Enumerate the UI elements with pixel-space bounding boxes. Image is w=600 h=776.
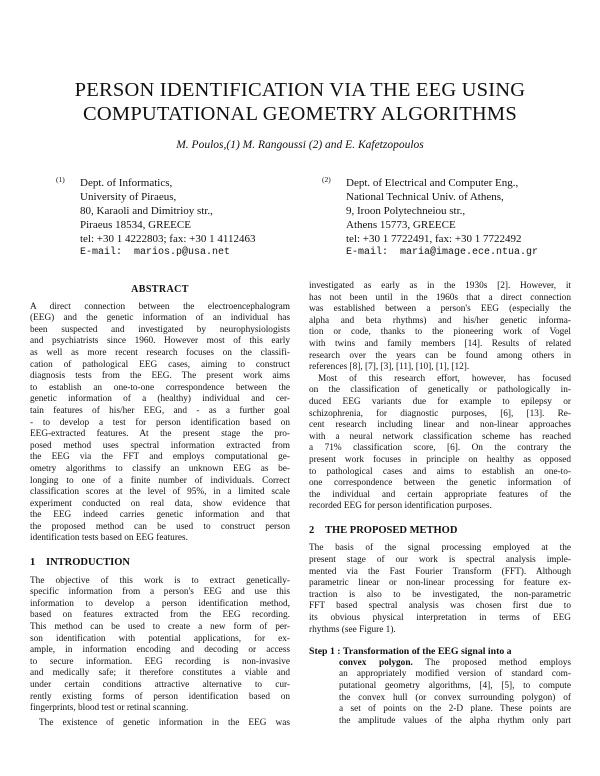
abstract-line: experiment conducted on real data, show evidence that bbox=[30, 498, 290, 509]
intro-line: based on features extracted from the EEG recording. bbox=[30, 610, 290, 621]
intro-line: and medically safe; it therefore constitutes a viable and bbox=[30, 668, 290, 679]
affiliation-1-line: 80, Karaoli and Dimitrioy str., bbox=[80, 205, 213, 217]
abstract-line: the EEG indeed carries genetic information and that bbox=[30, 510, 290, 521]
step-1-title-line bbox=[309, 646, 571, 658]
intro-line: son identification with potential applications, for ex- bbox=[30, 633, 290, 644]
intro-line: This method can be used to create a new form of per- bbox=[30, 622, 290, 633]
affiliation-2-email-line bbox=[346, 246, 538, 260]
intro-line: specific information from a person's EEG and use this bbox=[30, 587, 290, 598]
abstract-line: posed method uses spectral information extracted from bbox=[30, 440, 290, 451]
affiliation-2-line: National Technical Univ. of Athens, bbox=[346, 191, 504, 203]
affiliation-1-line: Dept. of Informatics, bbox=[80, 177, 173, 189]
step-title-cont: convex polygon. bbox=[339, 657, 413, 668]
method-line: present stage of our work is spectral analysis imple- bbox=[309, 555, 571, 566]
body-line: schizophrenia, for diagnostic purposes, [6], [13]. Re- bbox=[309, 408, 571, 419]
body-line: one correspondence between the genetic information of bbox=[309, 478, 571, 489]
intro-line: to secure information. EEG recording is non-invasive bbox=[30, 656, 290, 667]
step-1-body bbox=[309, 658, 571, 728]
section-title: INTRODUCTION bbox=[46, 557, 131, 569]
abstract-line: A direct connection between the electroencephalogram bbox=[30, 301, 290, 312]
abstract-line: longing to one of a finite number of individuals. Correct bbox=[30, 475, 290, 486]
step-line: the amplitude values of the alpha rhythm only part bbox=[339, 715, 571, 726]
body-line: with twins and family members [14]. Results of related bbox=[309, 338, 571, 349]
step-line: putational geometry algorithms, [4], [5], to compute bbox=[339, 681, 571, 691]
abstract-line: identification tests based on EEG features. bbox=[30, 533, 188, 544]
body-line: was established between a person's EEG (especially the bbox=[309, 304, 571, 315]
paper-title-line-1: PERSON IDENTIFICATION VIA THE EEG USING bbox=[74, 79, 526, 101]
affiliation-2-line: Dept. of Electrical and Computer Eng., bbox=[346, 177, 519, 189]
abstract-line: the proposed method can be used to construct person bbox=[30, 521, 290, 532]
step-line: an appropriately modified version of standard com- bbox=[339, 669, 571, 680]
abstract-line: genetic information of a (healthy) individual and cer- bbox=[30, 394, 290, 405]
method-line: traction is also to be investigated, the non-parametric bbox=[309, 589, 571, 600]
body-line: investigated as early as in the 1930s [2]. However, it bbox=[309, 281, 571, 291]
body-line: the individual and certain appropriate features of the bbox=[309, 489, 571, 500]
body-line: has not been until in the 1960s that a direct connection bbox=[309, 292, 571, 303]
affiliation-2-line: Athens 15773, GREECE bbox=[346, 219, 456, 231]
affiliation-2-line: tel: +30 1 7722491, fax: +30 1 7722492 bbox=[346, 233, 522, 245]
paper-title bbox=[0, 78, 600, 126]
method-line: The basis of the signal processing employed at the bbox=[309, 543, 571, 554]
step-line: the convex hull (or convex surrounding polygon) of bbox=[339, 692, 571, 703]
intro-line: ample, in information encoding and decoding or access bbox=[30, 645, 290, 656]
abstract-line: (EEG) and the genetic information of an individual has bbox=[30, 313, 290, 324]
abstract-line: - to develop a test for person identification based on bbox=[30, 417, 290, 428]
intro-line: information to develop a person identification method, bbox=[30, 598, 290, 609]
email-label: E-mail: bbox=[80, 247, 123, 258]
abstract-line: been suspected and investigated by neurophysiologists bbox=[30, 324, 290, 335]
section-title: THE PROPOSED METHOD bbox=[325, 524, 458, 536]
abstract-line: EEG-extracted features. At the present stage the pro- bbox=[30, 429, 290, 440]
section-number: 1 bbox=[30, 557, 36, 569]
abstract-line: tain features of his/her EEG, and - as a further goal bbox=[30, 405, 290, 416]
abstract-line: the EEG via the FFT and employs computational ge- bbox=[30, 452, 290, 463]
affiliation-1-line: Piraeus 18534, GREECE bbox=[80, 219, 191, 231]
related-work-body bbox=[309, 281, 571, 513]
affiliation-2-line: 9, Iroon Polytechneiou str., bbox=[346, 205, 466, 217]
right-column bbox=[309, 281, 571, 727]
affiliation-2 bbox=[322, 175, 539, 260]
method-line: its obvious physical interpretation in terms of EEG bbox=[309, 613, 571, 624]
step-label: Step 1 : bbox=[309, 646, 341, 658]
body-line: research over the years can be found among others in bbox=[309, 350, 571, 361]
affiliation-1-mark: (1) bbox=[56, 175, 65, 184]
paper-title-line-2: COMPUTATIONAL GEOMETRY ALGORITHMS bbox=[83, 103, 517, 125]
body-line: recorded EEG for person identification purposes. bbox=[309, 501, 492, 512]
affiliation-1-email-line bbox=[80, 246, 255, 260]
method-line: parametric linear or non-linear processing for feature ex- bbox=[309, 578, 571, 589]
method-line: mented via the Fast Fourier Transform (FFT). Although bbox=[309, 566, 571, 577]
step-1 bbox=[309, 646, 571, 727]
intro-line: fingerprints, blood test or retinal scanning. bbox=[30, 703, 189, 714]
affiliation-2-mark: (2) bbox=[322, 175, 331, 184]
section-2-heading bbox=[309, 525, 571, 537]
step-text: The proposed method employs bbox=[412, 657, 571, 668]
affiliation-1-line: University of Piraeus, bbox=[80, 191, 177, 203]
abstract-line: and psychiatrists since 1960. However most of this early bbox=[30, 336, 290, 347]
abstract-line: cation of pathological EEG cases, aiming to construct bbox=[30, 359, 290, 370]
abstract-line: as well as more recent research focuses on the classifi- bbox=[30, 347, 290, 358]
authors: M. Poulos,(1) M. Rangoussi (2) and E. Kafetzopoulos bbox=[176, 139, 424, 151]
section-1-heading bbox=[30, 557, 290, 569]
body-line: cent research including linear and non-linear approaches bbox=[309, 420, 571, 431]
left-column bbox=[30, 284, 290, 729]
abstract-line: ometry algorithms to classify an unknown EEG as be- bbox=[30, 463, 290, 474]
email-label: E-mail: bbox=[346, 247, 389, 258]
body-line: a 71% classification score, [6]. On the contrary the bbox=[309, 443, 571, 454]
step-title: Transformation of the EEG signal into a bbox=[343, 646, 512, 658]
email-address[interactable]: marios.p@usa.net bbox=[134, 247, 231, 258]
step-line: a set of points on the 2-D plane. These points are bbox=[339, 704, 571, 715]
abstract-heading: ABSTRACT bbox=[131, 284, 189, 295]
affiliation-1-line: tel: +30 1 4222803; fax: +30 1 4112463 bbox=[80, 233, 256, 245]
method-body bbox=[309, 543, 571, 636]
section-number: 2 bbox=[309, 524, 315, 536]
intro-line: rently existing forms of person identification based on bbox=[30, 691, 290, 702]
body-line: Most of this research effort, however, has focused bbox=[318, 373, 571, 384]
affiliation-1 bbox=[56, 175, 256, 260]
body-line: references [8], [7], [3], [11], [10], [1], [12]. bbox=[309, 362, 470, 373]
body-line: to pathological cases and aims to establish an one-to- bbox=[309, 466, 571, 477]
abstract-line: classification scores at the level of 95%, in a limited scale bbox=[30, 487, 290, 498]
email-address[interactable]: maria@image.ece.ntua.gr bbox=[400, 247, 539, 258]
intro-line: under certain conditions attractive alternative to cur- bbox=[30, 680, 290, 690]
abstract-body bbox=[30, 302, 290, 545]
body-line: tion or code, thanks to the pioneering work of Vogel bbox=[309, 327, 571, 338]
abstract-line: to establish an one-to-one correspondence between the bbox=[30, 382, 290, 393]
method-line: rhythms (see Figure 1). bbox=[309, 624, 396, 635]
abstract-line: diagnosis tests from the EEG. The present work aims bbox=[30, 371, 290, 382]
intro-line: The existence of genetic information in the EEG was bbox=[39, 717, 290, 728]
body-line: duced EEG variants due for example to epilepsy or bbox=[309, 396, 571, 407]
method-line: FFT based spectral analysis was chosen first due to bbox=[309, 601, 571, 612]
body-line: alpha and beta rhythms) and his/her genetic informa- bbox=[309, 315, 571, 326]
body-line: on the classification of genetically or pathologically in- bbox=[309, 385, 571, 396]
step-line bbox=[339, 658, 571, 670]
body-line: with a neural network classification scheme has reached bbox=[309, 431, 571, 442]
intro-body bbox=[30, 576, 290, 730]
body-line: present work focuses in principle on healthy as opposed bbox=[309, 454, 571, 465]
intro-line: The objective of this work is to extract genetically- bbox=[30, 575, 290, 586]
